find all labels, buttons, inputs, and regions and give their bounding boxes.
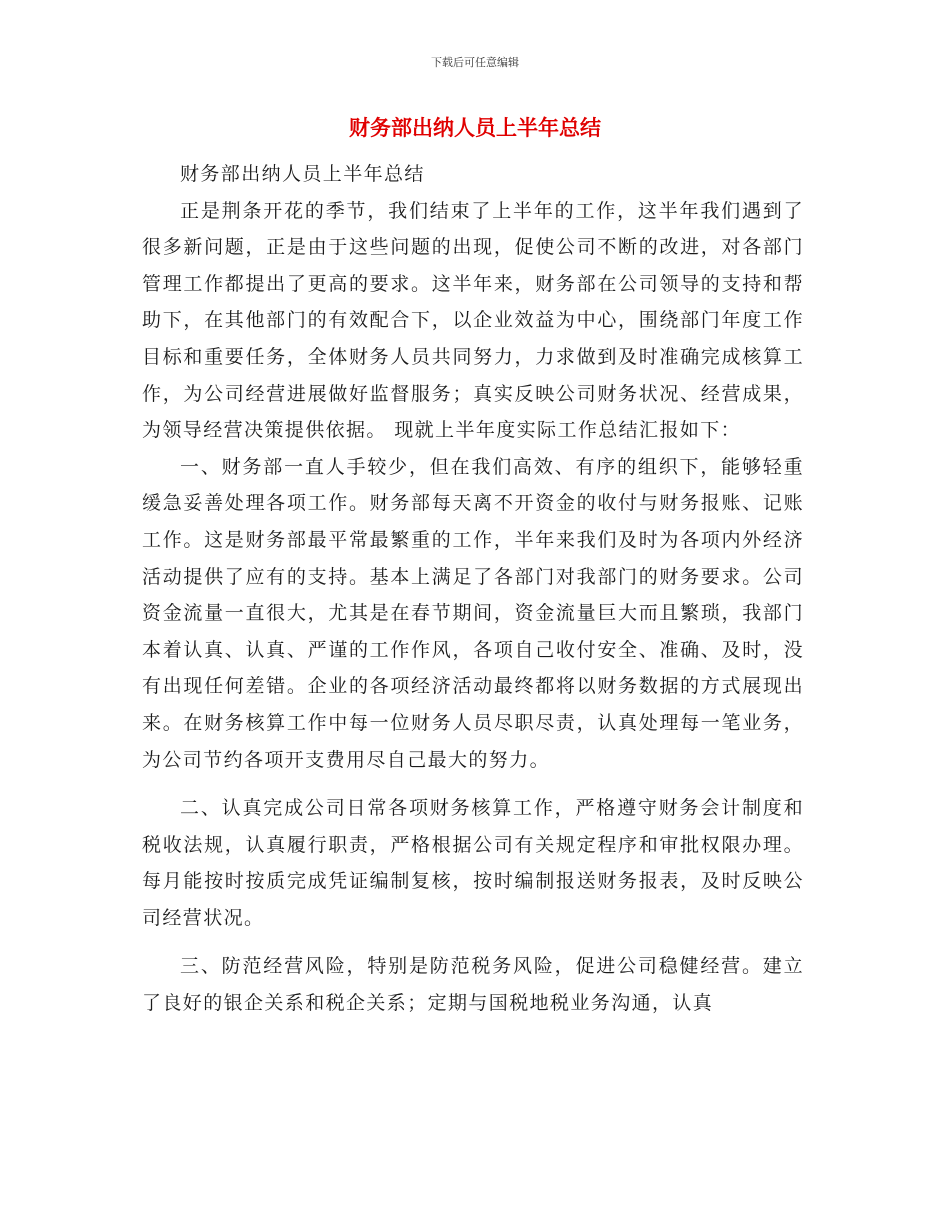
document-body bbox=[142, 156, 804, 1022]
body-paragraph-section-1: 一、财务部一直人手较少，但在我们高效、有序的组织下，能够轻重缓急妥善处理各项工作。财务部每天离不开资金的收付与财务报账、记账工作。这是财务部最平常最繁重的工作，半年来我们及时为各项内外经济活动提供了应有的支持。基本上满足了各部门对我部门的财务要求。公司资金流量一直很大，尤其是在春节期间，资金流量巨大而且繁琐，我部门本着认真、认真、严谨的工作作风，各项自己收付安全、准确、及时，没有出现任何差错。企业的各项经济活动最终都将以财务数据的方式展现出来。在财务核算工作中每一位财务人员尽职尽责，认真处理每一笔业务，为公司节约各项开支费用尽自己最大的努力。 bbox=[142, 455, 804, 771]
body-paragraph-section-3: 三、防范经营风险，特别是防范税务风险，促进公司稳健经营。建立了良好的银企关系和税企关系；定期与国税地税业务沟通，认真 bbox=[142, 955, 804, 1015]
document-title: 财务部出纳人员上半年总结 bbox=[349, 116, 601, 140]
body-paragraph-intro: 正是荆条开花的季节，我们结束了上半年的工作，这半年我们遇到了很多新问题，正是由于这些问题的出现，促使公司不断的改进，对各部门管理工作都提出了更高的要求。这半年来，财务部在公司领导的支持和帮助下，在其他部门的有效配合下，以企业效益为中心，围绕部门年度工作目标和重要任务，全体财务人员共同努力，力求做到及时准确完成核算工作，为公司经营进展做好监督服务；真实反映公司财务状况、经营成果，为领导经营决策提供依据。 现就上半年度实际工作总结汇报如下： bbox=[142, 199, 804, 442]
body-paragraph-section-2: 二、认真完成公司日常各项财务核算工作，严格遵守财务会计制度和税收法规，认真履行职责，严格根据公司有关规定程序和审批权限办理。每月能按时按质完成凭证编制复核，按时编制报送财务报表，及时反映公司经营状况。 bbox=[142, 797, 804, 929]
body-paragraph-subtitle: 财务部出纳人员上半年总结 bbox=[180, 163, 425, 185]
page-header-note: 下载后可任意编辑 bbox=[431, 56, 519, 69]
